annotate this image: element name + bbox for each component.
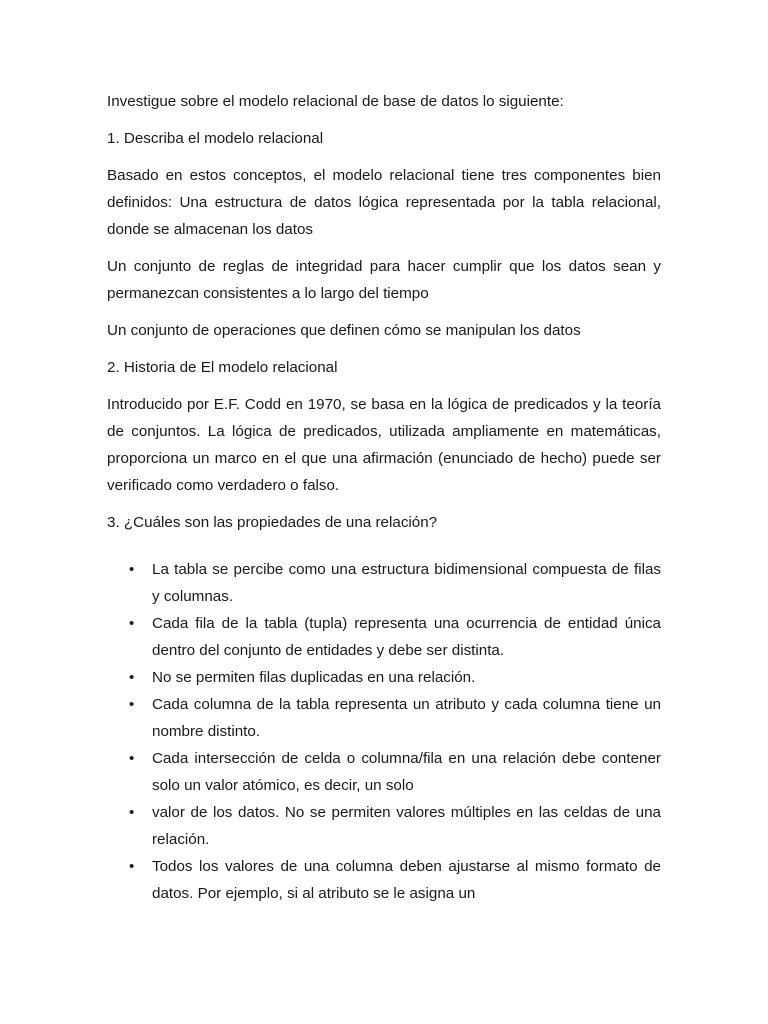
question-1-paragraph-1: Basado en estos conceptos, el modelo relacional tiene tres componentes bien definidos: Una estructura de datos lógica representada por la tabla relacional, donde se almacenan los datos (107, 167, 661, 238)
list-item (129, 799, 661, 853)
list-item-text: No se permiten filas duplicadas en una relación. (152, 669, 476, 686)
list-item (129, 691, 661, 745)
list-item (129, 745, 661, 799)
list-item-text: Cada columna de la tabla representa un atributo y cada columna tiene un nombre distinto. (152, 696, 661, 740)
bullet-icon: • (129, 561, 135, 578)
bullet-icon: • (129, 669, 135, 686)
bullet-icon: • (129, 615, 135, 632)
bullet-icon: • (129, 858, 135, 875)
list-item-text: Cada intersección de celda o columna/fila en una relación debe contener solo un valor atómico, es decir, un solo (152, 750, 661, 794)
bullet-icon: • (129, 696, 135, 713)
question-1-paragraph-2: Un conjunto de reglas de integridad para hacer cumplir que los datos sean y permanezcan consistentes a lo largo del tiempo (107, 258, 661, 302)
question-1-paragraph-3: Un conjunto de operaciones que definen cómo se manipulan los datos (107, 322, 581, 339)
question-2-paragraph: Introducido por E.F. Codd en 1970, se basa en la lógica de predicados y la teoría de conjuntos. La lógica de predicados, utilizada ampliamente en matemáticas, proporciona un marco en el que una afirmación (enunciado de hecho) puede ser verificado como verdadero o falso. (107, 396, 661, 494)
question-1-heading: 1. Describa el modelo relacional (107, 130, 324, 147)
bullet-icon: • (129, 804, 135, 821)
question-3-heading: 3. ¿Cuáles son las propiedades de una relación? (107, 514, 438, 531)
bullet-icon: • (129, 750, 135, 767)
document-page (107, 88, 661, 902)
question-2-heading: 2. Historia de El modelo relacional (107, 359, 338, 376)
list-item-text: Todos los valores de una columna deben ajustarse al mismo formato de datos. Por ejemplo, si al atributo se le asigna un (152, 858, 661, 902)
properties-list (129, 556, 661, 907)
list-item-text: valor de los datos. No se permiten valores múltiples en las celdas de una relación. (152, 804, 661, 848)
list-item (129, 610, 661, 664)
list-item-text: Cada fila de la tabla (tupla) representa una ocurrencia de entidad única dentro del conjunto de entidades y debe ser distinta. (152, 615, 661, 659)
list-item (129, 853, 661, 907)
list-item-text: La tabla se percibe como una estructura bidimensional compuesta de filas y columnas. (152, 561, 661, 605)
list-item (129, 556, 661, 610)
intro-paragraph: Investigue sobre el modelo relacional de base de datos lo siguiente: (107, 93, 564, 110)
list-item (129, 664, 661, 691)
